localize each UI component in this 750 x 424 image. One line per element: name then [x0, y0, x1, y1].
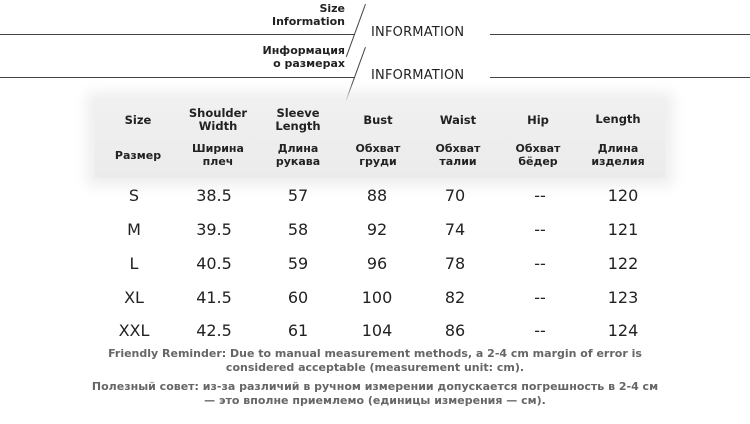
header-ru-sleeve: [260, 142, 336, 168]
header-text: Размер: [114, 149, 162, 162]
cell-sleeve: 60: [287, 288, 309, 307]
cell-sleeve: 58: [287, 220, 309, 239]
note-line: — это вполне приемлемо (единицы измерения — см).: [204, 394, 546, 407]
header-ru-size: [100, 149, 176, 162]
information-heading-2: INFORMATION: [371, 68, 465, 83]
cell-length: 120: [607, 186, 639, 205]
header-text: Length: [275, 119, 321, 133]
header-en-sleeve: [260, 107, 336, 133]
cell-shoulder: 38.5: [196, 186, 232, 205]
header-rule-1-right: [490, 34, 750, 35]
header-text: Shoulder: [188, 106, 248, 120]
header-en-hip: [500, 114, 576, 127]
size-information-label-line-1: Size: [319, 2, 345, 15]
cell-hip: --: [534, 321, 546, 340]
cell-sleeve: 59: [287, 254, 309, 273]
cell-size: M: [127, 220, 141, 239]
header-text: Обхват: [515, 142, 561, 155]
cell-shoulder: 41.5: [196, 288, 232, 307]
header-rule-2-left: [0, 77, 355, 78]
cell-size: XL: [124, 288, 144, 307]
header-en-length: [580, 113, 656, 126]
cell-shoulder: 39.5: [196, 220, 232, 239]
cell-size: XXL: [118, 321, 150, 340]
cell-bust: 104: [361, 321, 393, 340]
cell-length: 124: [607, 321, 639, 340]
cell-bust: 92: [366, 220, 388, 239]
header-text: Обхват: [435, 142, 481, 155]
cell-waist: 74: [444, 220, 466, 239]
note-line: Friendly Reminder: Due to manual measurement methods, a 2-4 cm margin of error is: [108, 347, 642, 360]
header-rule-2-right: [490, 77, 750, 78]
header-text: изделия: [591, 155, 645, 168]
header-text: рукава: [275, 155, 321, 168]
header-slash-2: [346, 47, 366, 100]
cell-bust: 100: [361, 288, 393, 307]
header-text: Waist: [439, 113, 477, 127]
header-text: груди: [359, 155, 397, 168]
cell-waist: 82: [444, 288, 466, 307]
cell-size: L: [129, 254, 139, 273]
header-text: Width: [198, 119, 238, 133]
cell-sleeve: 57: [287, 186, 309, 205]
header-text: Bust: [363, 113, 393, 127]
size-information-ru-line-1: Информация: [262, 44, 345, 57]
cell-waist: 70: [444, 186, 466, 205]
cell-shoulder: 40.5: [196, 254, 232, 273]
cell-length: 121: [607, 220, 639, 239]
size-information-ru-label: [235, 44, 345, 70]
header-text: Size: [124, 113, 152, 127]
header-ru-bust: [340, 142, 416, 168]
header-en-waist: [420, 114, 496, 127]
cell-bust: 96: [366, 254, 388, 273]
cell-bust: 88: [366, 186, 388, 205]
size-information-label: [245, 2, 345, 28]
header-en-bust: [340, 114, 416, 127]
header-text: плеч: [202, 155, 234, 168]
header-text: Ширина: [192, 142, 244, 155]
cell-hip: --: [534, 186, 546, 205]
note-line: considered acceptable (measurement unit: cm).: [225, 361, 525, 374]
header-text: Sleeve: [276, 106, 320, 120]
header-text: Длина: [597, 142, 639, 155]
size-information-label-line-2: Information: [272, 15, 345, 28]
cell-hip: --: [534, 254, 546, 273]
header-text: талии: [439, 155, 477, 168]
cell-shoulder: 42.5: [196, 321, 232, 340]
cell-hip: --: [534, 288, 546, 307]
header-en-size: [100, 114, 176, 127]
header-text: Обхват: [355, 142, 401, 155]
information-heading-1: INFORMATION: [371, 25, 465, 40]
cell-length: 122: [607, 254, 639, 273]
header-text: Длина: [277, 142, 319, 155]
header-en-shoulder: [180, 107, 256, 133]
header-text: Length: [595, 112, 641, 126]
friendly-reminder-en: [60, 347, 690, 375]
header-ru-waist: [420, 142, 496, 168]
size-information-ru-line-2: о размерах: [273, 57, 345, 70]
cell-waist: 86: [444, 321, 466, 340]
cell-hip: --: [534, 220, 546, 239]
cell-length: 123: [607, 288, 639, 307]
cell-sleeve: 61: [287, 321, 309, 340]
header-text: Hip: [527, 113, 549, 127]
header-ru-shoulder: [180, 142, 256, 168]
header-rule-1-left: [0, 34, 355, 35]
cell-size: S: [128, 186, 140, 205]
header-text: бёдер: [518, 155, 558, 168]
cell-waist: 78: [444, 254, 466, 273]
header-ru-hip: [500, 142, 576, 168]
header-ru-length: [580, 142, 656, 168]
note-line: Полезный совет: из-за различий в ручном измерении допускается погрешность в 2-4 см: [91, 380, 659, 393]
friendly-reminder-ru: [60, 380, 690, 408]
